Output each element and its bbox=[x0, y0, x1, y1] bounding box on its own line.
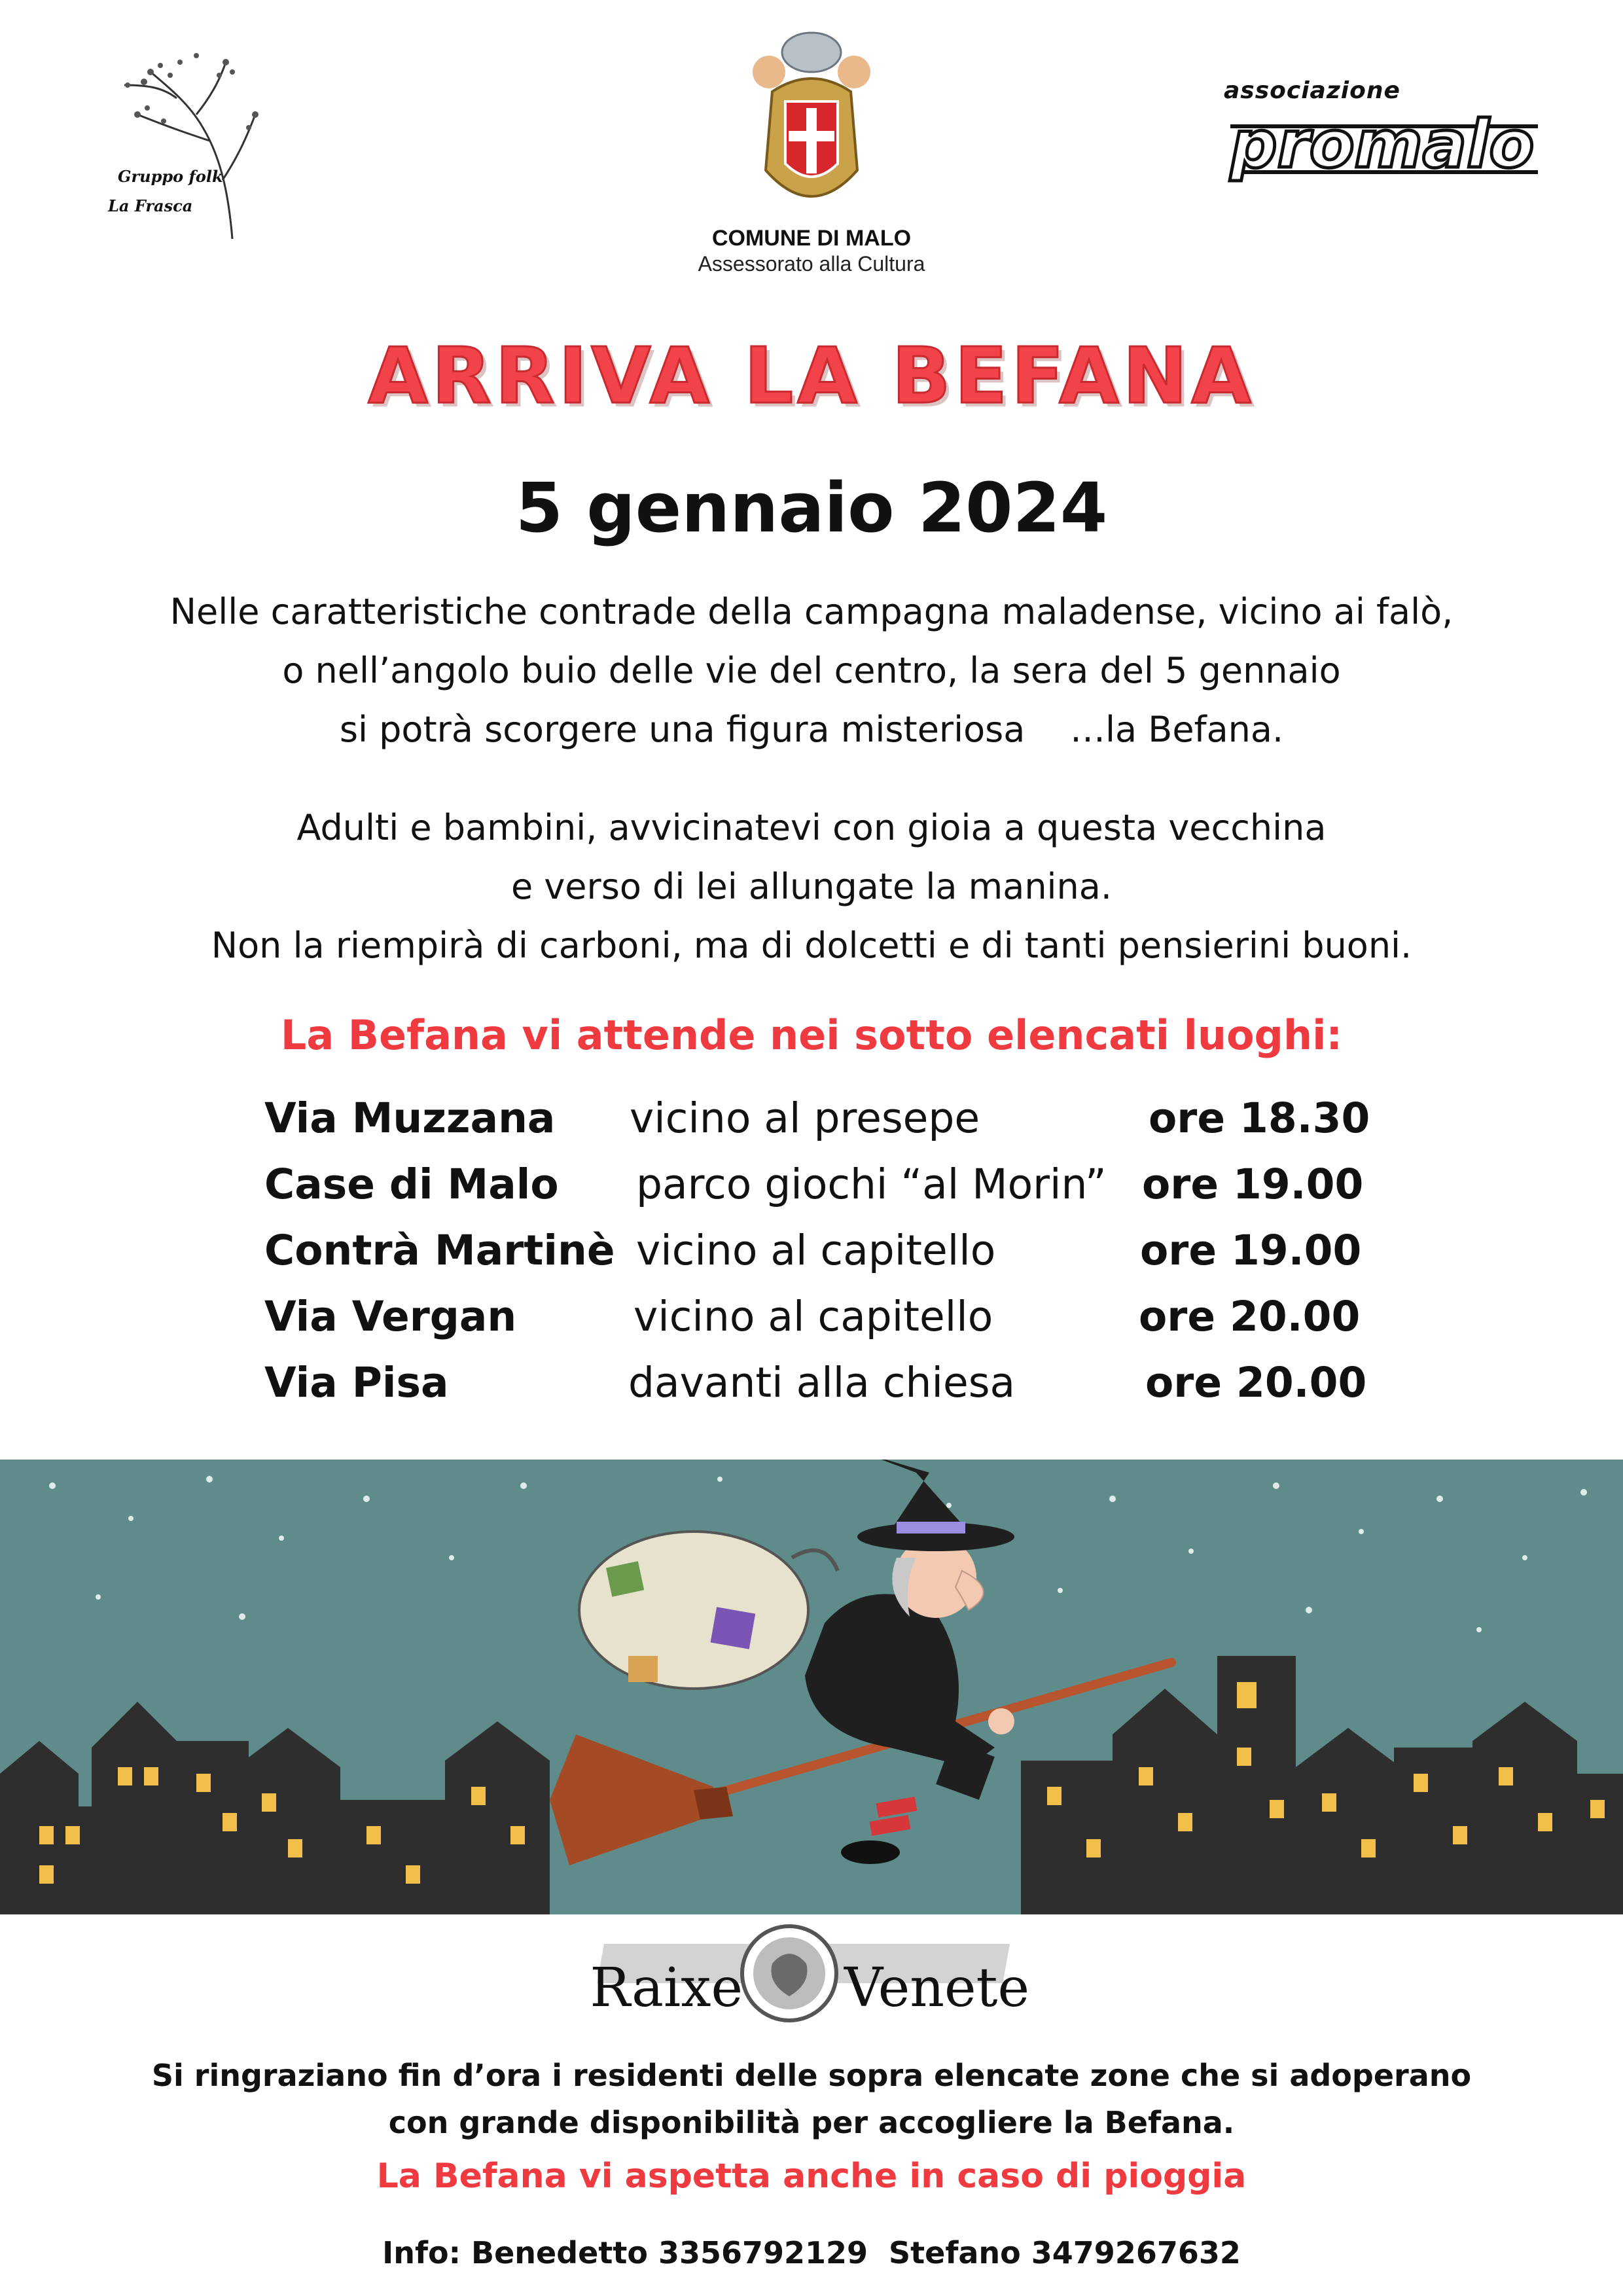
intro-line-2: o nell’angolo buio delle vie del centro, la sera del 5 gennaio bbox=[282, 650, 1341, 691]
comune-di-malo-crest bbox=[746, 26, 877, 223]
schedule-desc: vicino al capitello bbox=[636, 1227, 996, 1274]
schedule-row bbox=[0, 1160, 1623, 1226]
schedule-place: Via Muzzana bbox=[264, 1094, 556, 1142]
schedule-time: ore 19.00 bbox=[1140, 1227, 1362, 1274]
intro-line-1: Nelle caratteristiche contrade della campagna maladense, vicino ai falò, bbox=[169, 591, 1454, 632]
schedule-row bbox=[0, 1293, 1623, 1358]
thanks-line-2: con grande disponibilità per accogliere la Befana. bbox=[388, 2105, 1235, 2140]
contact-info: Info: Benedetto 3356792129 Stefano 3479267632 bbox=[382, 2235, 1241, 2270]
frasca-label-2: La Frasca bbox=[108, 196, 193, 215]
comune-name: COMUNE DI MALO bbox=[711, 226, 912, 251]
coat-of-arms-icon bbox=[746, 26, 877, 223]
schedule-place: Via Vergan bbox=[264, 1293, 517, 1340]
schedule-time: ore 18.30 bbox=[1149, 1094, 1370, 1142]
schedule-place: Contrà Martinè bbox=[264, 1227, 615, 1274]
schedule-desc: vicino al capitello bbox=[633, 1293, 993, 1340]
schedule-time: ore 20.00 bbox=[1139, 1293, 1361, 1340]
promalo-logo bbox=[1217, 98, 1558, 183]
thanks-line-1: Si ringraziano fin d’ora i residenti delle sopra elencate zone che si adoperano bbox=[151, 2058, 1472, 2093]
schedule-row bbox=[0, 1227, 1623, 1292]
raixe-venete-logo bbox=[0, 1918, 1623, 2049]
comune-subtitle: Assessorato alla Cultura bbox=[698, 252, 925, 276]
associazione-label: associazione bbox=[1224, 77, 1400, 104]
invite-line-3: Non la riempirà di carboni, ma di dolcetti e di tanti pensierini buoni. bbox=[211, 925, 1412, 966]
main-title: ARRIVA LA BEFANA bbox=[368, 331, 1255, 421]
intro-line-3: si potrà scorgere una figura misteriosa …la Befana. bbox=[339, 709, 1284, 750]
locations-heading: La Befana vi attende nei sotto elencati luoghi: bbox=[280, 1011, 1343, 1059]
schedule-time: ore 20.00 bbox=[1145, 1359, 1367, 1407]
venete-word: Venete bbox=[844, 1957, 1030, 2019]
invite-line-2: e verso di lei allungate la manina. bbox=[510, 866, 1113, 907]
schedule-place: Via Pisa bbox=[264, 1359, 449, 1407]
event-date: 5 gennaio 2024 bbox=[515, 468, 1108, 548]
invite-line-1: Adulti e bambini, avvicinatevi con gioia a questa vecchina bbox=[296, 807, 1327, 848]
schedule-desc: parco giochi “al Morin” bbox=[636, 1160, 1107, 1208]
schedule-row bbox=[0, 1359, 1623, 1424]
gruppo-folk-la-frasca-logo bbox=[98, 36, 268, 245]
raixe-word: Raixe bbox=[590, 1957, 743, 2019]
schedule-place: Case di Malo bbox=[264, 1160, 559, 1208]
schedule-desc: vicino al presepe bbox=[630, 1094, 980, 1142]
befana-illustration bbox=[0, 1460, 1623, 1914]
intro-paragraph bbox=[0, 583, 1623, 759]
frasca-label-1: Gruppo folk bbox=[118, 167, 223, 186]
schedule-row bbox=[0, 1094, 1623, 1160]
promalo-wordmark: promalo bbox=[1230, 106, 1535, 183]
schedule-desc: davanti alla chiesa bbox=[628, 1359, 1016, 1407]
thanks-note bbox=[0, 2052, 1623, 2146]
schedule-time: ore 19.00 bbox=[1142, 1160, 1364, 1208]
rain-note: La Befana vi aspetta anche in caso di pioggia bbox=[376, 2157, 1247, 2196]
invite-paragraph bbox=[0, 798, 1623, 975]
